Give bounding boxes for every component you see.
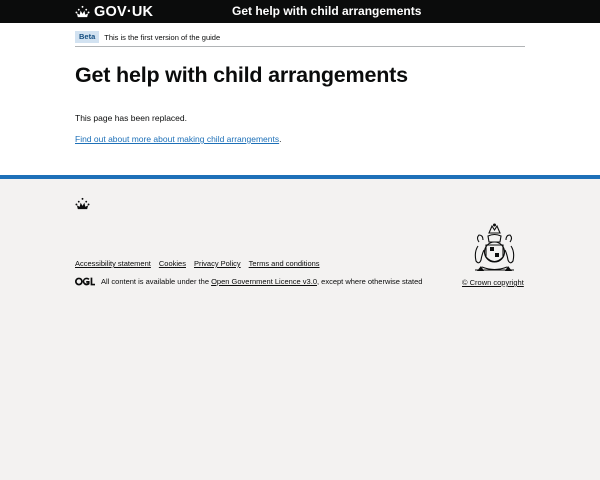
replaced-notice: This page has been replaced. (75, 113, 187, 123)
phase-tag: Beta (75, 31, 99, 43)
crown-icon (75, 197, 90, 211)
child-arrangements-link[interactable]: Find out about more about making child arrangements (75, 134, 280, 144)
licence-link[interactable]: Open Government Licence v3.0 (211, 277, 317, 286)
child-arrangements-paragraph (75, 134, 282, 144)
govuk-logo-text: GOV·UK (94, 3, 154, 20)
footer-links (75, 259, 328, 268)
footer-link-privacy[interactable]: Privacy Policy (193, 259, 241, 268)
footer-blue-stripe (0, 175, 600, 179)
footer-link-terms[interactable]: Terms and conditions (248, 259, 320, 268)
page-title: Get help with child arrangements (75, 63, 408, 87)
footer-link-cookies[interactable]: Cookies (158, 259, 186, 268)
royal-coat-of-arms-icon (464, 222, 525, 275)
phase-banner-text: This is the first version of the guide (104, 32, 221, 42)
crown-icon (75, 5, 90, 19)
crown-copyright-link[interactable]: © Crown copyright (462, 278, 524, 287)
licence-prefix: All content is available under the (101, 277, 209, 286)
link-suffix: . (279, 134, 282, 144)
govuk-logo-link[interactable] (75, 4, 153, 20)
service-name-link[interactable]: Get help with child arrangements (232, 4, 422, 18)
phase-banner (75, 31, 525, 47)
header-inner (75, 0, 153, 23)
ogl-logo-icon (75, 277, 95, 286)
footer-link-accessibility[interactable]: Accessibility statement (75, 259, 151, 268)
licence-suffix: , except where otherwise stated (317, 277, 423, 286)
licence-row (75, 277, 422, 286)
crown-copyright (462, 278, 524, 287)
site-header (0, 0, 600, 23)
